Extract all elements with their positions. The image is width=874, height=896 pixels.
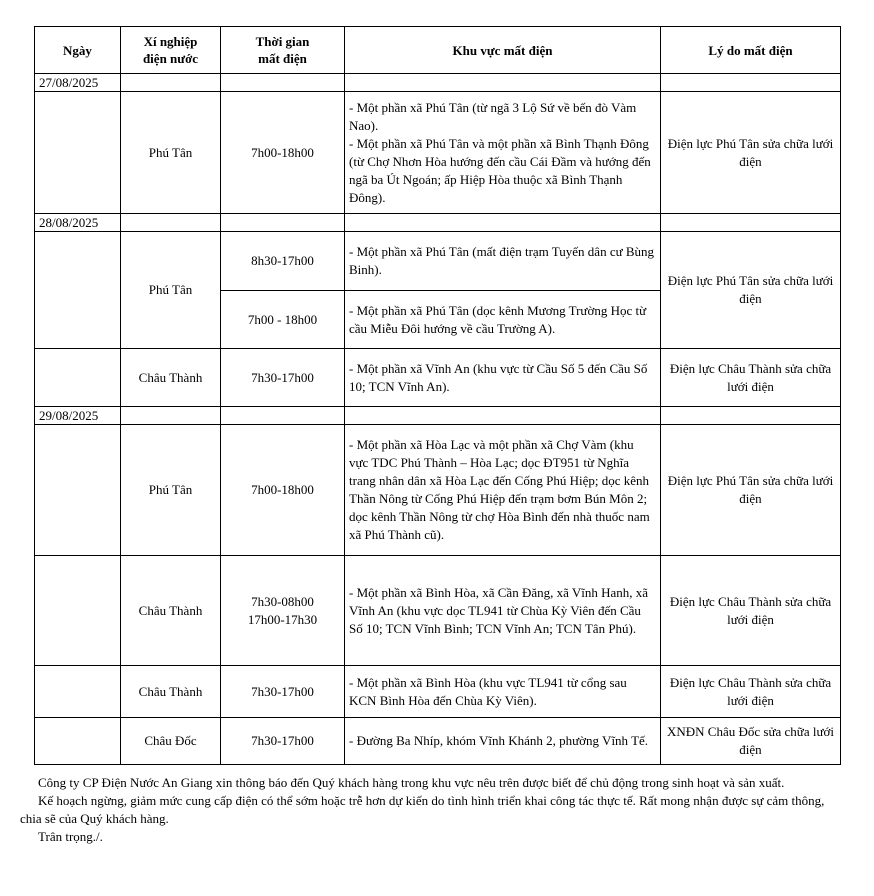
outage-schedule: [34, 26, 840, 765]
date-row: [35, 214, 841, 232]
header-date: Ngày: [35, 27, 121, 74]
reason-cell: Điện lực Phú Tân sửa chữa lưới điện: [661, 425, 841, 556]
area-cell: [345, 349, 661, 407]
reason-cell: Điện lực Phú Tân sửa chữa lưới điện: [661, 232, 841, 349]
area-cell: [345, 232, 661, 291]
reason-cell: Điện lực Châu Thành sửa chữa lưới điện: [661, 556, 841, 666]
table-row: [35, 349, 841, 407]
area-line: - Một phần xã Vĩnh An (khu vực từ Cầu Số 5 đến Cầu Số 10; TCN Vĩnh An).: [349, 360, 648, 394]
time-line: 17h00-17h30: [247, 611, 318, 627]
reason-cell: Điện lực Phú Tân sửa chữa lưới điện: [661, 92, 841, 214]
time-cell: 7h30-17h00: [221, 349, 345, 407]
date-cell: 29/08/2025: [35, 407, 121, 425]
outage-table: [34, 26, 841, 765]
time-cell: [221, 556, 345, 666]
time-cell: 7h00-18h00: [221, 92, 345, 214]
area-cell: [345, 425, 661, 556]
enterprise-cell: Châu Thành: [121, 556, 221, 666]
header-enterprise: Xí nghiệp điện nước: [121, 27, 221, 74]
reason-cell: Điện lực Châu Thành sửa chữa lưới điện: [661, 666, 841, 718]
reason-cell: XNĐN Châu Đốc sửa chữa lưới điện: [661, 718, 841, 765]
time-cell: 8h30-17h00: [221, 232, 345, 291]
date-cell: 27/08/2025: [35, 74, 121, 92]
date-cell: 28/08/2025: [35, 214, 121, 232]
area-cell: [345, 556, 661, 666]
area-cell: [345, 666, 661, 718]
notice-footer: [20, 774, 832, 846]
area-cell: [345, 291, 661, 349]
header-area: Khu vực mất điện: [345, 27, 661, 74]
area-cell: [345, 92, 661, 214]
date-row: [35, 74, 841, 92]
area-line: - Một phần xã Phú Tân (dọc kênh Mương Trường Học từ cầu Miễu Đôi hướng về cầu Trường A).: [349, 302, 647, 336]
table-row: [35, 666, 841, 718]
header-time: Thời gian mất điện: [221, 27, 345, 74]
table-row: [35, 556, 841, 666]
table-header-row: [35, 27, 841, 74]
area-line: - Một phần xã Phú Tân (mất điện trạm Tuyến dân cư Bùng Binh).: [349, 244, 655, 277]
area-line: - Một phần xã Bình Hòa, xã Cần Đăng, xã Vĩnh Hanh, xã Vĩnh An (khu vực dọc TL941 từ Chùa Kỳ Viên đến Cầu Số 10; TCN Vĩnh Bình; TCN Vĩnh An; TCN Tân Phú).: [349, 584, 649, 636]
closing-text: Trân trọng./.: [38, 829, 103, 844]
time-line: 7h30-08h00: [251, 593, 314, 609]
area-line: - Một phần xã Hòa Lạc và một phần xã Chợ Vàm (khu vực TDC Phú Thành – Hòa Lạc; dọc ĐT951 từ Nghĩa trang nhân dân xã Hòa Lạc đến Cống Phú Hiệp; dọc kênh Thần Nông từ Cống Phú Hiệp đến trạm bơm Bún Môn 2; dọc kênh Thần Nông từ chợ Hòa Bình đến nhà thuốc nam xã Phú Thành cũ).: [349, 437, 650, 542]
table-row: [35, 92, 841, 214]
area-line: - Một phần xã Phú Tân (từ ngã 3 Lộ Sứ về bến đò Vàm Nao).: [349, 99, 637, 133]
time-cell: 7h30-17h00: [221, 666, 345, 718]
date-row: [35, 407, 841, 425]
area-line: - Đường Ba Nhíp, khóm Vĩnh Khánh 2, phường Vĩnh Tế.: [349, 733, 649, 748]
time-cell: 7h00-18h00: [221, 425, 345, 556]
enterprise-cell: Châu Thành: [121, 349, 221, 407]
header-reason: Lý do mất điện: [661, 27, 841, 74]
table-row: [35, 718, 841, 765]
table-row: [35, 232, 841, 291]
enterprise-cell: Phú Tân: [121, 232, 221, 349]
enterprise-cell: Châu Thành: [121, 666, 221, 718]
enterprise-cell: Phú Tân: [121, 92, 221, 214]
enterprise-cell: Phú Tân: [121, 425, 221, 556]
time-cell: 7h00 - 18h00: [221, 291, 345, 349]
enterprise-cell: Châu Đốc: [121, 718, 221, 765]
area-cell: [345, 718, 661, 765]
notice-paragraph: Công ty CP Điện Nước An Giang xin thông báo đến Quý khách hàng trong khu vực nêu trên được biết để chủ động trong sinh hoạt và sản xuất.: [38, 775, 785, 790]
table-row: [35, 425, 841, 556]
area-line: - Một phần xã Phú Tân và một phần xã Bình Thạnh Đông (từ Chợ Nhơn Hòa hướng đến cầu Cái Đầm và hướng đến ngã ba Út Ngoán; ấp Hiệp Hòa thuộc xã Bình Thạnh Đông).: [349, 135, 651, 205]
notice-paragraph: Kế hoạch ngừng, giảm mức cung cấp điện có thể sớm hoặc trễ hơn dự kiến do tình hình triển khai công tác thực tế. Rất mong nhận được sự cảm thông, chia sẽ của Quý khách hàng.: [20, 793, 825, 826]
reason-cell: Điện lực Châu Thành sửa chữa lưới điện: [661, 349, 841, 407]
time-cell: 7h30-17h00: [221, 718, 345, 765]
area-line: - Một phần xã Bình Hòa (khu vực TL941 từ cổng sau KCN Bình Hòa đến Chùa Kỳ Viên).: [349, 674, 627, 708]
